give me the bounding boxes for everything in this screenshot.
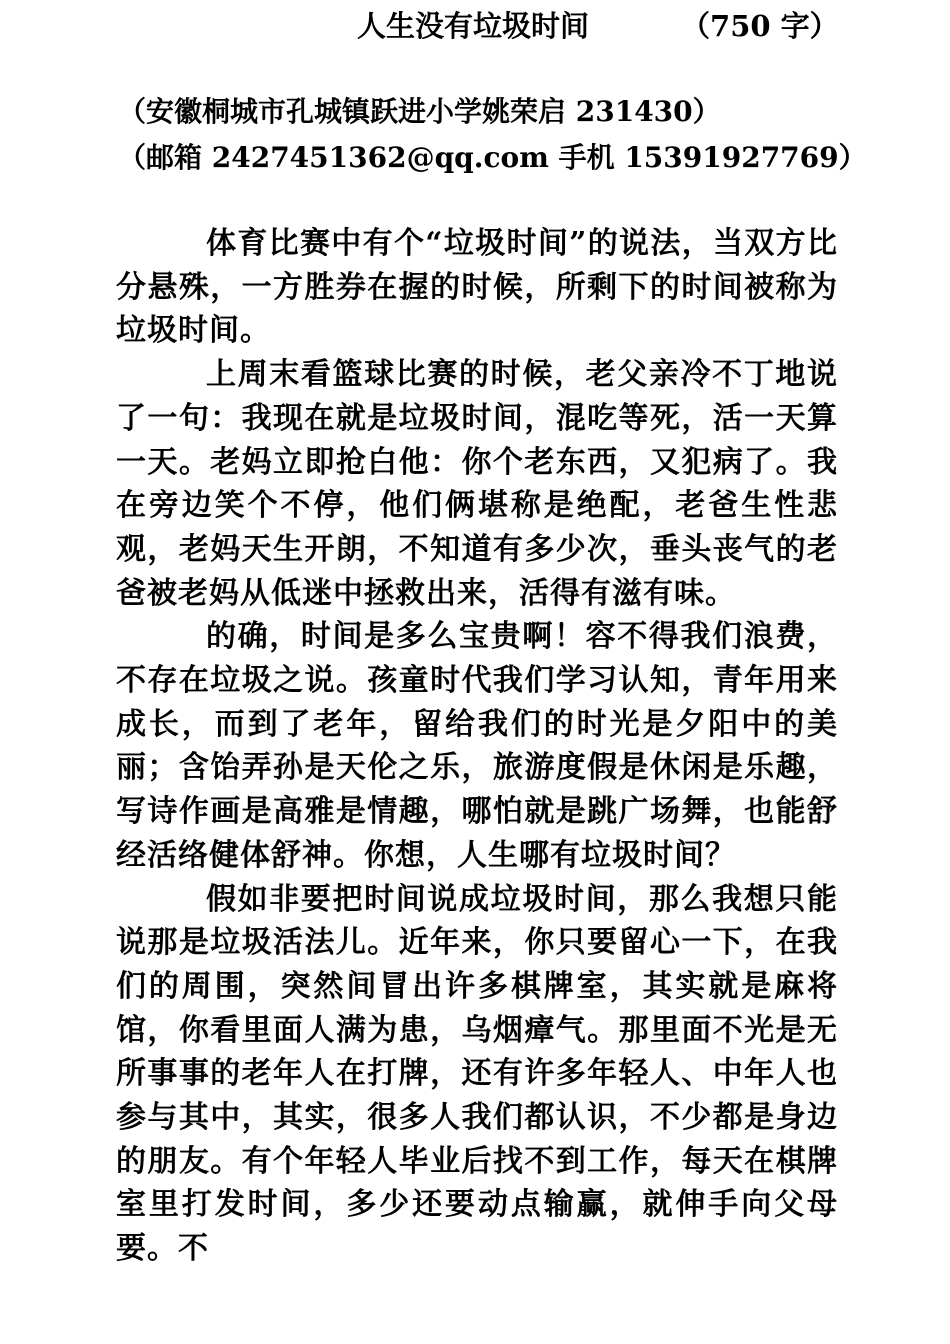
paragraph: 假如非要把时间说成垃圾时间，那么我想只能说那是垃圾活法儿。近年来，你只要留心一下，在我们的周围，突然间冒出许多棋牌室，其实就是麻将馆，你看里面人满为患，乌烟瘴气。那里面不光是无所事事的老年人在打牌，还有许多年轻人、中年人也参与其中，其实，很多人我们都认识，不少都是身边的朋友。有个年轻人毕业后找不到工作，每天在棋牌室里打发时间，多少还要动点输赢，就伸手向父母要。不 [116,881,838,1267]
contact-info: （邮箱 2427451362@qq.com 手机 15391927769） [118,141,867,174]
title-line [357,6,839,46]
paragraph: 上周末看篮球比赛的时候，老父亲冷不丁地说了一句：我现在就是垃圾时间，混吃等死，活一天算一天。老妈立即抢白他：你个老东西，又犯病了。我在旁边笑个不停，他们俩堪称是绝配，老爸生性悲观，老妈天生开朗，不知道有多少次，垂头丧气的老爸被老妈从低迷中拯救出来，活得有滋有味。 [116,357,838,611]
paragraph: 体育比赛中有个“垃圾时间”的说法，当双方比分悬殊，一方胜券在握的时候，所剩下的时间被称为垃圾时间。 [116,226,838,349]
paragraph: 的确，时间是多么宝贵啊！容不得我们浪费，不存在垃圾之说。孩童时代我们学习认知，青年用来成长，而到了老年，留给我们的时光是夕阳中的美丽；含饴弄孙是天伦之乐，旅游度假是休闲是乐趣，写诗作画是高雅是情趣，哪怕就是跳广场舞，也能舒经活络健体舒神。你想，人生哪有垃圾时间？ [116,619,838,873]
author-info: （安徽桐城市孔城镇跃进小学姚荣启 231430） [118,95,721,128]
article-body [116,222,838,1271]
article-title: 人生没有垃圾时间 [357,9,590,43]
word-count: （750 字） [681,9,839,43]
